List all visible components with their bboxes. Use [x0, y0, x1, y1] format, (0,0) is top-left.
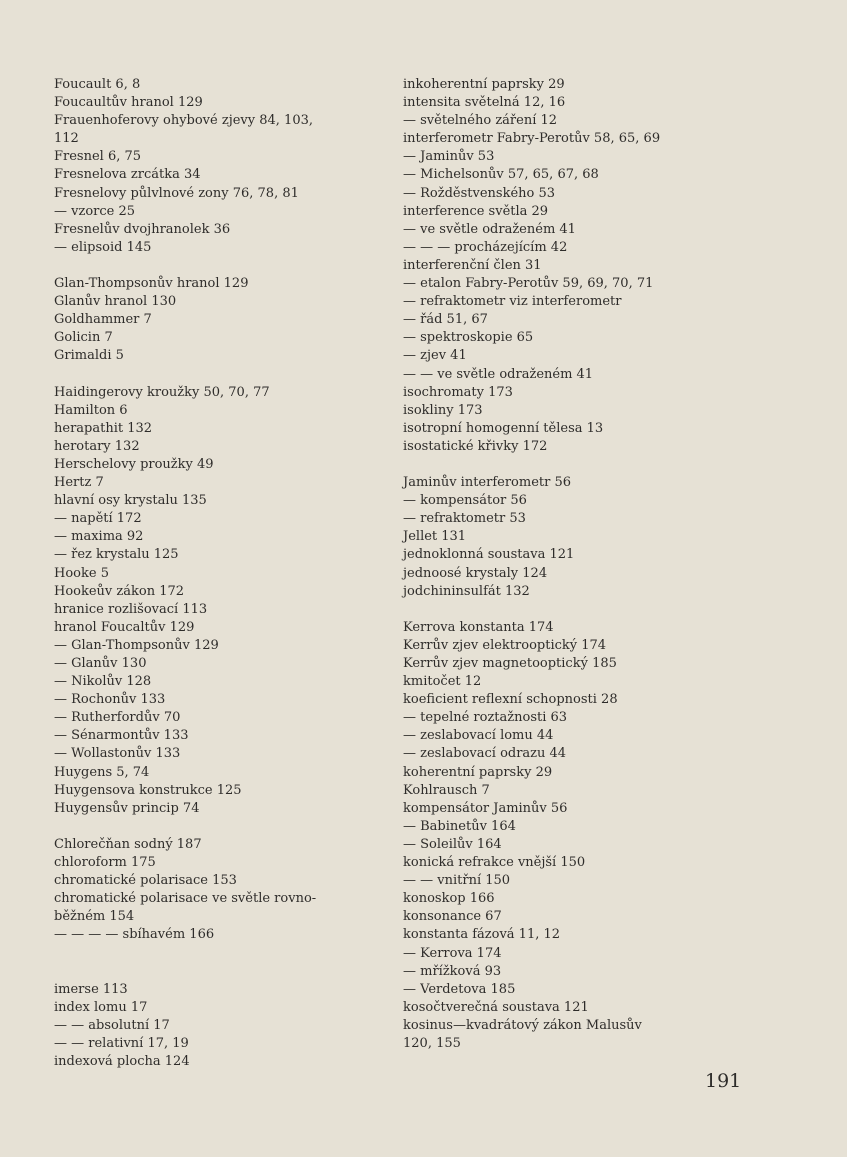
index-entry: interferenční člen 31: [403, 257, 542, 273]
index-entry: interference světla 29: [403, 203, 549, 219]
index-column-right: [403, 76, 733, 1053]
index-entry: Hamilton 6: [54, 402, 128, 418]
index-entry: isochromaty 173: [403, 384, 513, 400]
index-entry: herapathit 132: [54, 420, 153, 436]
page-number: 191: [705, 1070, 742, 1092]
index-entry: — spektroskopie 65: [403, 330, 534, 346]
index-entry: — Rožděstvenského 53: [403, 185, 556, 201]
index-entry: — vzorce 25: [54, 203, 136, 219]
index-entry: jednoklonná soustava 121: [403, 547, 575, 563]
index-entry: index lomu 17: [54, 999, 148, 1015]
section-gap: [54, 945, 384, 963]
index-entry: — Rutherfordův 70: [54, 710, 181, 726]
index-entry: Glan-Thompsonův hranol 129: [54, 276, 249, 292]
index-entry: Haidingerovy kroužky 50, 70, 77: [54, 384, 270, 400]
index-entry: herotary 132: [54, 438, 140, 454]
index-entry: Grimaldi 5: [54, 348, 124, 364]
index-entry: intensita světelná 12, 16: [403, 95, 566, 111]
index-entry: Hookeův zákon 172: [54, 583, 185, 599]
index-entry: indexová plocha 124: [54, 1054, 190, 1070]
index-entry: — řád 51, 67: [403, 312, 488, 328]
section-gap: [54, 366, 384, 384]
index-entry: — napětí 172: [54, 511, 142, 527]
index-entry: — Babinetův 164: [403, 818, 516, 834]
index-entry: — Jaminův 53: [403, 149, 495, 165]
index-entry: 120, 155: [403, 1035, 461, 1051]
index-entry: Goldhammer 7: [54, 312, 152, 328]
index-entry: kompensátor Jaminův 56: [403, 800, 568, 816]
index-entry: — — — — sbíhavém 166: [54, 927, 215, 943]
index-entry: Glanův hranol 130: [54, 294, 177, 310]
index-entry: isokliny 173: [403, 402, 483, 418]
index-entry: — Glanův 130: [54, 656, 147, 671]
index-entry: 112: [54, 131, 79, 147]
index-entry: hranol Foucaltův 129: [54, 619, 195, 635]
section-gap: [403, 601, 733, 619]
index-entry: Huygensův princip 74: [54, 800, 200, 816]
section-gap: [403, 456, 733, 474]
index-entry: jodchininsulfát 132: [403, 583, 530, 599]
index-entry: Fresnel 6, 75: [54, 149, 142, 165]
index-entry: Frauenhoferovy ohybové zjevy 84, 103,: [54, 113, 313, 129]
index-entry: konstanta fázová 11, 12: [403, 927, 561, 943]
index-entry: hranice rozlišovací 113: [54, 601, 208, 617]
section-gap: [54, 257, 384, 275]
index-entry: interferometr Fabry-Perotův 58, 65, 69: [403, 131, 661, 147]
index-entry: — Michelsonův 57, 65, 67, 68: [403, 167, 599, 183]
index-entry: jednoosé krystaly 124: [403, 565, 548, 581]
index-entry: Fresnelova zrcátka 34: [54, 167, 201, 183]
index-entry: — zeslabovací lomu 44: [403, 728, 554, 744]
index-entry: — Verdetova 185: [403, 981, 516, 997]
index-entry: chromatické polarisace ve světle rovno-: [54, 891, 317, 907]
index-entry: Jaminův interferometr 56: [403, 475, 572, 491]
index-entry: — maxima 92: [54, 529, 144, 545]
index-entry: — Wollastonův 133: [54, 746, 181, 762]
index-entry: — refraktometr viz interferometr: [403, 294, 622, 310]
index-entry: Kohlrausch 7: [403, 782, 490, 798]
index-entry: Golicin 7: [54, 330, 113, 346]
index-entry: — zjev 41: [403, 348, 467, 364]
index-entry: — světelného záření 12: [403, 113, 558, 129]
index-entry: — mřížková 93: [403, 963, 502, 979]
index-entry: konoskop 166: [403, 891, 495, 907]
section-gap: [54, 963, 384, 981]
index-entry: — Kerrova 174: [403, 945, 502, 961]
index-entry: isotropní homogenní tělesa 13: [403, 420, 604, 436]
index-entry: Kerrův zjev elektrooptický 174: [403, 637, 607, 653]
index-entry: Huygensova konstrukce 125: [54, 782, 242, 798]
index-entry: — — vnitřní 150: [403, 873, 511, 889]
index-entry: kosinus—kvadrátový zákon Malusův: [403, 1017, 642, 1033]
index-entry: Huygens 5, 74: [54, 764, 150, 780]
index-entry: Herschelovy proužky 49: [54, 456, 214, 472]
index-entry: Kerrova konstanta 174: [403, 619, 554, 635]
index-entry: — — absolutní 17: [54, 1017, 170, 1033]
index-entry: — — — procházejícím 42: [403, 239, 568, 255]
index-entry: konsonance 67: [403, 909, 502, 925]
index-entry: Fresnelovy půlvlnové zony 76, 78, 81: [54, 185, 299, 201]
index-entry: — Soleilův 164: [403, 836, 502, 852]
index-entry: — elipsoid 145: [54, 239, 152, 255]
index-entry: chromatické polarisace 153: [54, 873, 237, 889]
index-entry: Foucault 6, 8: [54, 77, 141, 92]
index-entry: — ve světle odraženém 41: [403, 221, 576, 237]
index-entry: kmitočet 12: [403, 674, 482, 690]
index-entry: — Glan-Thompsonův 129: [54, 637, 219, 653]
index-entry: chloroform 175: [54, 855, 156, 871]
index-entry: — zeslabovací odrazu 44: [403, 746, 567, 762]
index-entry: — — relativní 17, 19: [54, 1035, 189, 1051]
index-entry: — Nikolův 128: [54, 674, 152, 690]
index-entry: koherentní paprsky 29: [403, 764, 553, 780]
section-gap: [54, 818, 384, 836]
index-entry: — tepelné roztažnosti 63: [403, 710, 568, 726]
index-entry: — Rochonův 133: [54, 692, 166, 708]
index-entry: Fresnelův dvojhranolek 36: [54, 221, 231, 237]
index-entry: Jellet 131: [403, 529, 467, 545]
index-entry: koeficient reflexní schopnosti 28: [403, 692, 618, 708]
index-entry: — etalon Fabry-Perotův 59, 69, 70, 71: [403, 276, 654, 292]
index-entry: Foucaultův hranol 129: [54, 95, 203, 111]
index-entry: inkoherentní paprsky 29: [403, 77, 565, 92]
index-entry: — kompensátor 56: [403, 493, 527, 509]
index-entry: Kerrův zjev magnetooptický 185: [403, 656, 617, 671]
index-entry: kosočtverečná soustava 121: [403, 999, 589, 1015]
index-entry: — Sénarmontův 133: [54, 728, 189, 744]
index-column-left: [54, 76, 384, 1071]
index-entry: běžném 154: [54, 909, 135, 925]
index-entry: — refraktometr 53: [403, 511, 526, 527]
index-entry: hlavní osy krystalu 135: [54, 493, 207, 509]
index-entry: isostatické křivky 172: [403, 438, 548, 454]
index-entry: Chlorečňan sodný 187: [54, 836, 202, 852]
index-entry: — řez krystalu 125: [54, 547, 179, 563]
index-entry: Hooke 5: [54, 565, 109, 581]
index-entry: — — ve světle odraženém 41: [403, 366, 594, 382]
index-entry: Hertz 7: [54, 475, 104, 491]
index-entry: imerse 113: [54, 981, 128, 997]
index-entry: konická refrakce vnější 150: [403, 855, 586, 871]
